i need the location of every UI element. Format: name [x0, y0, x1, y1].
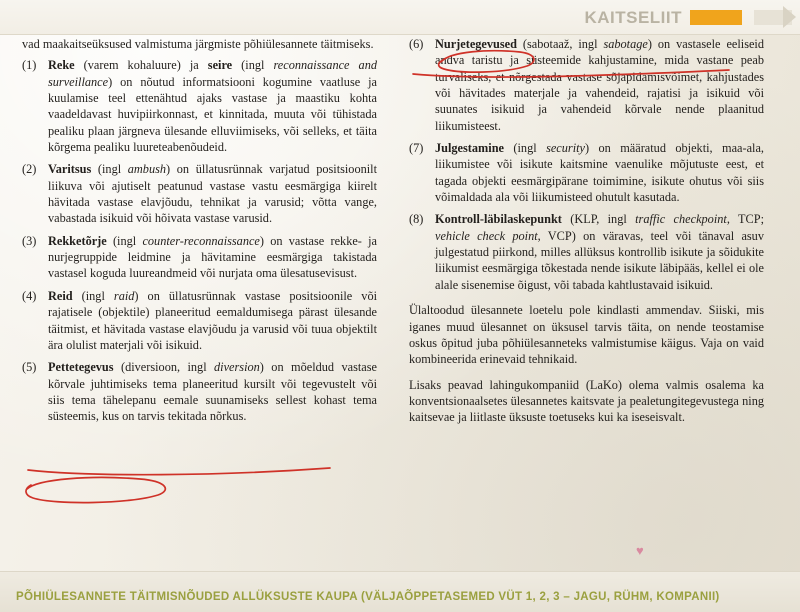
list-marker: (4): [22, 288, 37, 303]
list-term: Kontroll-läbilaskepunkt: [435, 212, 562, 227]
list-marker: (2): [22, 162, 37, 177]
list-item: [22, 359, 377, 424]
list-body: (KLP, ingl traffic checkpoint, TCP; vehicle check point, VCP) on väravas, teel või tänaval asuv julgestatud piirkond, milles allüksus kontrollib isikute ja sõidukite liikumist eesmärgiga tõkestada nende isikute läbipääs, kellel ei ole alale sisenemise õigust, või tabada kahtlustavaid isikuid.: [435, 212, 765, 292]
list-body: (ingl security) on määratud objekti, maa-ala, liikumistee või isikute kaitsmine vaenulike mõjutuste eest, et tagada objekti eesmärgipärane toimimine, isikute ohutus või siis võimaldada ala või liikumisteed ohutult kasutada.: [435, 141, 764, 205]
list-item: [22, 161, 377, 226]
list-term: Julgestamine: [435, 141, 504, 156]
list-item: [409, 36, 764, 134]
intro-paragraph: vad maakaitseüksused valmistuma järgmiste põhiülesannete täitmiseks.: [22, 37, 374, 51]
list-term: Pettetegevus: [48, 360, 114, 375]
footer-caption: PÕHIÜLESANNETE TÄITMISNÕUDED ALLÜKSUSTE KAUPA (VÄLJAÕPPETASEMED VÜT 1, 2, 3 – JAGU, RÜHM, KOMPANII): [16, 591, 720, 603]
list-term: Rekketõrje: [48, 233, 107, 248]
list-marker: (8): [409, 212, 424, 227]
body-columns: [0, 36, 800, 572]
list-body: (ingl counter-reconnaissance) on vastase rekke- ja nurjegruppide leidmine ja hävitamine eesmärgiga takistada vastasel koguda luureandmeid või nurjata oma ülesatusevisust.: [48, 233, 378, 281]
list-item: [22, 57, 377, 155]
list-body: (sabotaaž, ingl sabotage) on vastasele eeliseid andva taristu ja süsteemide kahjustamine, mida vastane peab turvaliseks, et nõrgestada vastase sõjapidamisvõimet, kahjustades või hävitades materjale ja vahendeid, rajatisi ja isikuid või suunates isikuid ja vahendeid kõrvale nende plaanitud liikumisteest.: [435, 37, 765, 133]
summary-paragraph-2: Lisaks peavad lahingukompaniid (LaKo) olema valmis osalema ka konventsionaalsetes ülesannetes kaitsvate ja pealetungitegevustega ning kaitsevae ja liitlaste üksuste toetuseks kui ka iseseisvalt.: [409, 377, 764, 425]
brand-chevron-icon: [783, 6, 796, 28]
list-body: (ingl ambush) on üllatusrünnak varjatud positsioonilt liikuva või ajutiselt peatunud vastase vastu eesmärgiga kiirelt hävitada vastase elavjõudu, tehnikat ja varusid; võtta vange, vabastada isikuid või hõivata vastase varusid.: [48, 162, 378, 226]
right-column: [383, 36, 786, 572]
brand-title: KAITSELIIT: [584, 8, 682, 27]
left-column: [0, 36, 383, 572]
summary-paragraph-1: Ülaltoodud ülesannete loetelu pole kindlasti ammendav. Siiski, mis iganes muud ülesannet on üksusel tarvis täita, on nende teostamise oskus õpitud juba põhiülesanneteks valmistumise käigus. Vaja on vaid kombineerida erinevaid tehnikaid.: [409, 303, 764, 367]
list-body: (diversioon, ingl diversion) on mõeldud vastase kõrvale juhtimiseks tema planeeritud kursilt või tegevustelt või siis tema tähelepanu eemale suunamiseks sellest kohast tema süsteemis, kus on tarvis tekitada nõrkus.: [48, 360, 377, 424]
list-item: [22, 288, 377, 353]
list-body: (varem kohaluure) ja seire (ingl reconnaissance and surveillance) on nõutud informatsiooni kogumine vaatluse ja kuulamise teel ettenähtud ajaks vastase ja maastiku kohta vaadeldavast huvipiirkonnast, et kinnitada, muuta või tühistada pealiku plaan järgneva ülesande elluviimiseks, või selleks, et täita kõrgema pealiku luureteabenõudeid.: [48, 58, 377, 155]
list-body: (ingl raid) on üllatusrünnak vastase positsioonile või rajatisele (objektile) planeeritud eemaldumisega pärast ülesande täitmist, et hävitada vastase elavjõudu ja varusid või tuua objektilt ära olulist materjali või isikuid.: [48, 288, 378, 352]
brand-orange-bar: [690, 10, 742, 25]
list-marker: (3): [22, 233, 37, 248]
list-marker: (6): [409, 37, 424, 51]
list-marker: (1): [22, 58, 37, 73]
heart-doodle-icon: ♥: [636, 543, 644, 558]
list-item: [22, 233, 377, 282]
list-term: Varitsus: [48, 162, 92, 177]
list-item: [409, 140, 764, 205]
list-marker: (7): [409, 141, 424, 156]
list-marker: (5): [22, 360, 37, 375]
list-item: [409, 211, 764, 293]
list-term: Nurjetegevused: [435, 37, 517, 51]
list-term: Reid: [48, 288, 73, 303]
list-term: Reke: [48, 58, 75, 73]
